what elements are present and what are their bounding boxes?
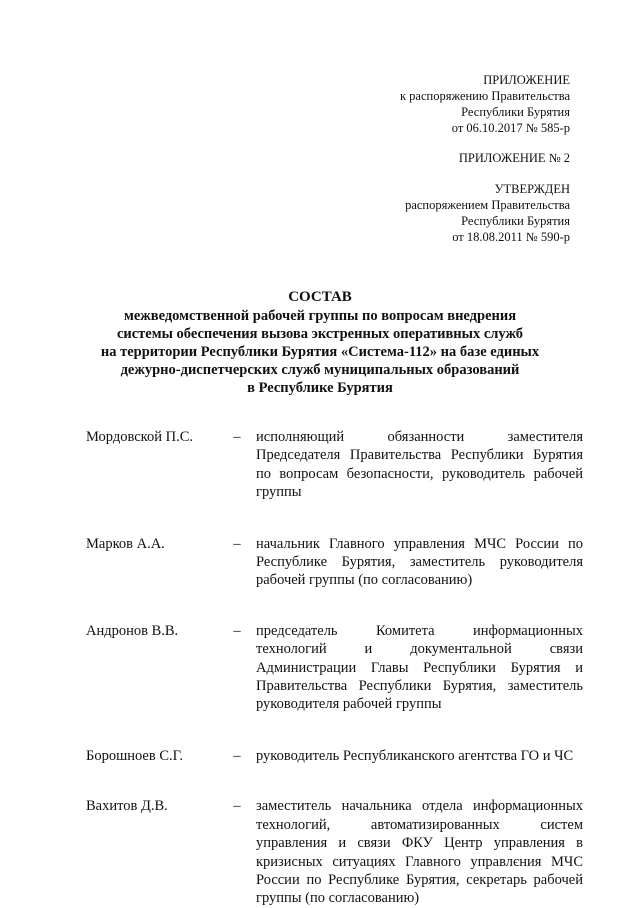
member-dash: –: [233, 622, 241, 639]
member-name: Мордовской П.С.: [86, 429, 194, 445]
member-entry: [86, 747, 583, 765]
appendix-date-number: от 06.10.2017 № 585-р: [451, 121, 570, 135]
appendix-republic: Республики Бурятия: [461, 105, 570, 119]
appendix-heading: ПРИЛОЖЕНИЕ: [483, 73, 570, 87]
member-name: Марков А.А.: [86, 535, 165, 552]
member-entry: [86, 797, 583, 907]
member-role: исполняющий обязанности заместителя Председателя Правительства Республики Бурятия по вопросам безопасности, руководитель рабочей группы: [256, 429, 583, 501]
approved-date-number: от 18.08.2011 № 590-р: [452, 230, 570, 244]
title-line: на территории Республики Бурятия «Система-112» на базе единых: [100, 344, 540, 360]
member-entry: [86, 622, 583, 714]
member-role: председатель Комитета информационных технологий и документальной связи Администрации Главы Республики Бурятия и Правительства Республики Бурятия, заместитель руководителя рабочей группы: [256, 622, 583, 713]
approved-reference: распоряжением Правительства: [405, 198, 570, 212]
member-role: руководитель Республиканского агентства ГО и ЧС: [256, 747, 574, 764]
member-entry: [86, 535, 583, 590]
member-role: заместитель начальника отдела информационных технологий, автоматизированных систем управления и связи ФКУ Центр управления в кризисных ситуациях Главного управлєния МЧС России по Республике Бурятия, секретарь рабочей группы (по согласованию): [256, 798, 583, 907]
member-name: Вахитов Д.В.: [86, 798, 168, 815]
approved-block: [405, 181, 570, 245]
member-name: Борошноев С.Г.: [86, 747, 184, 764]
member-dash: –: [233, 747, 241, 764]
approved-heading: УТВЕРЖДЕН: [494, 182, 570, 196]
title-line: межведомственной рабочей группы по вопросам внедрения: [123, 308, 517, 324]
member-entry: [86, 428, 583, 502]
title-heading: СОСТАВ: [288, 289, 352, 305]
appendix-block: [400, 72, 570, 136]
document-title: [60, 288, 580, 397]
title-line: в Республике Бурятия: [247, 380, 393, 396]
approved-republic: Республики Бурятия: [461, 214, 570, 228]
member-dash: –: [233, 429, 241, 445]
member-role: начальник Главного управления МЧС России по Республике Бурятия, заместитель руководителя рабочей группы (по согласованию): [256, 535, 583, 589]
title-line: системы обеспечения вызова экстренных оперативных служб: [116, 326, 524, 342]
appendix-two-block: [459, 150, 570, 166]
member-name: Андронов В.В.: [86, 622, 179, 639]
appendix-reference: к распоряжению Правительства: [399, 89, 570, 103]
members-list: [86, 428, 583, 908]
member-dash: –: [233, 535, 241, 552]
appendix-two-heading: ПРИЛОЖЕНИЕ № 2: [458, 151, 570, 165]
member-dash: –: [233, 798, 241, 815]
title-line: дежурно-диспетчерских служб муниципальных образований: [120, 362, 520, 378]
